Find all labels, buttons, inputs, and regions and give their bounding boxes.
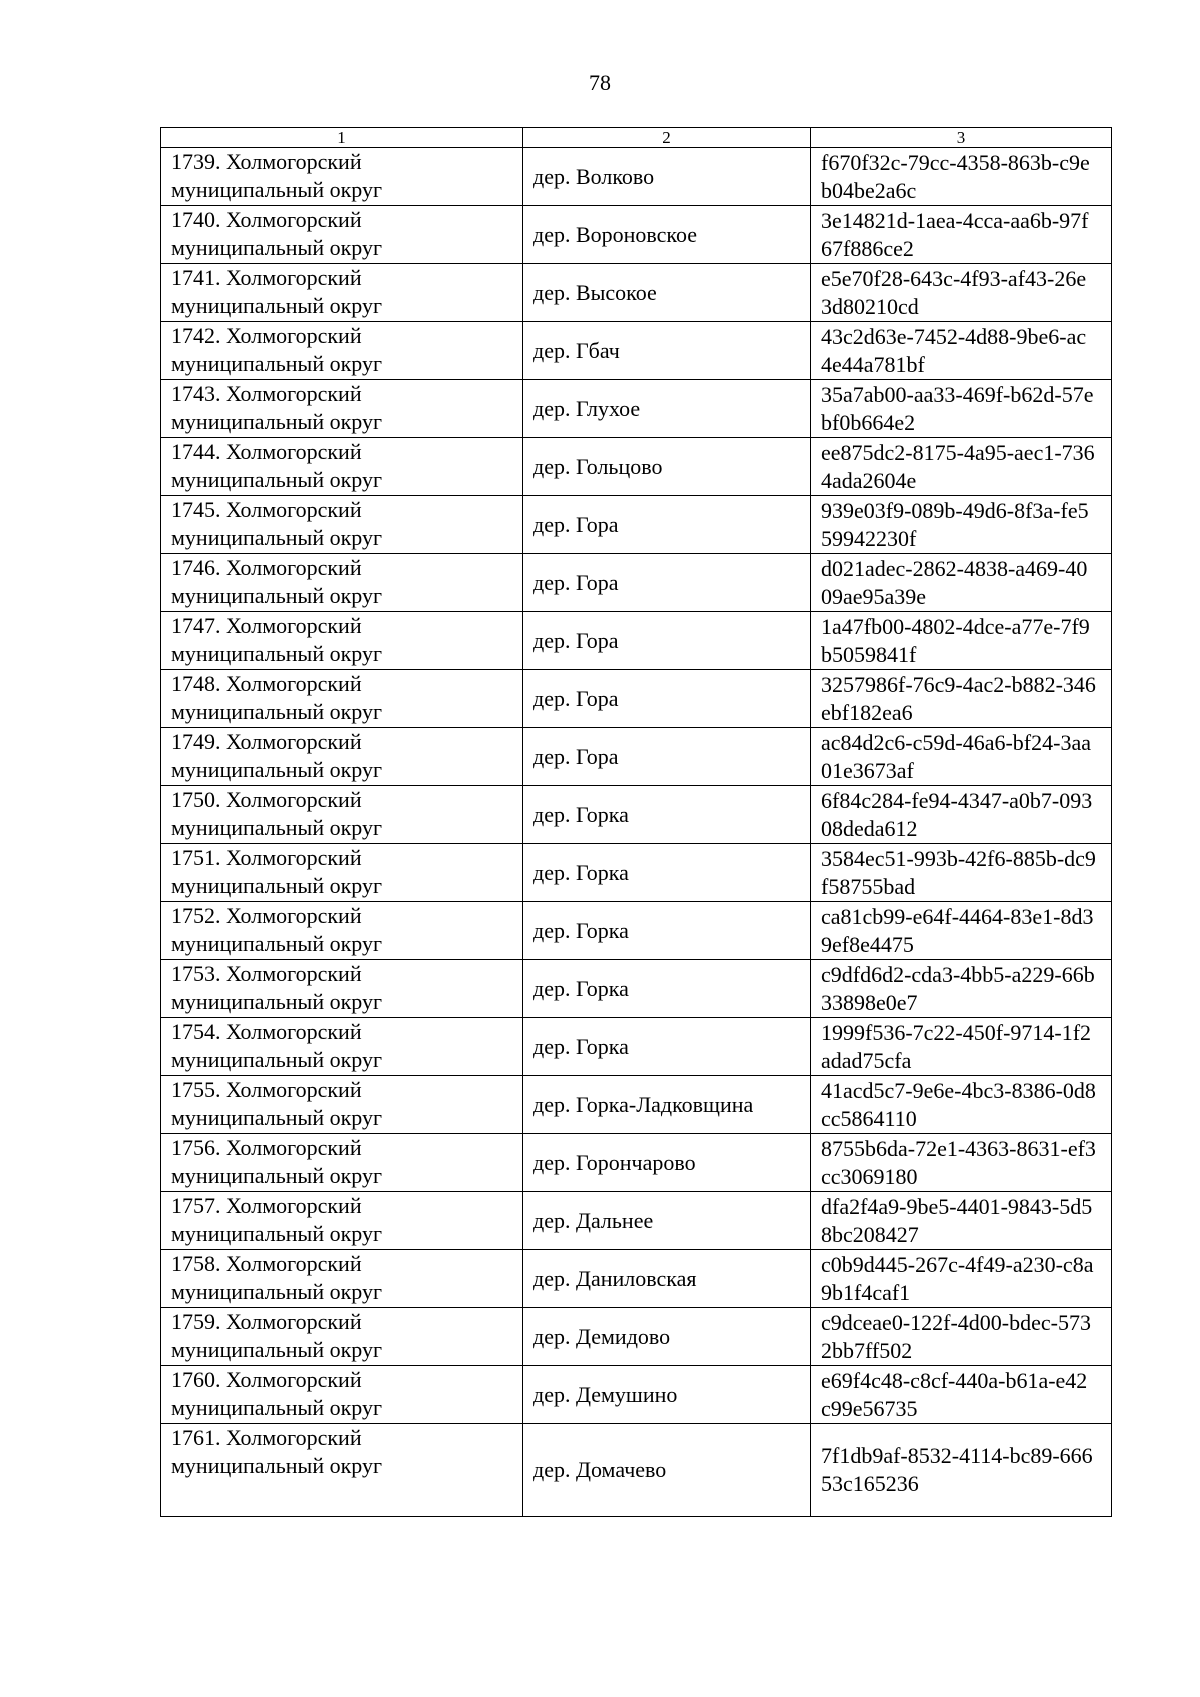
code-cell: 3e14821d-1aea-4cca-aa6b-97f67f886ce2 (811, 206, 1112, 264)
area-cell: 1750. Холмогорский муниципальный округ (161, 786, 523, 844)
code-cell: e69f4c48-c8cf-440a-b61a-e42c99e56735 (811, 1366, 1112, 1424)
area-cell: 1747. Холмогорский муниципальный округ (161, 612, 523, 670)
settlement-cell: дер. Домачево (523, 1424, 811, 1517)
table-row (161, 960, 1112, 1018)
settlement-cell: дер. Гора (523, 554, 811, 612)
area-cell: 1742. Холмогорский муниципальный округ (161, 322, 523, 380)
table-row (161, 1134, 1112, 1192)
settlement-cell: дер. Горка (523, 786, 811, 844)
settlement-cell: дер. Гора (523, 496, 811, 554)
settlement-cell: дер. Высокое (523, 264, 811, 322)
settlement-cell: дер. Демушино (523, 1366, 811, 1424)
table-row (161, 148, 1112, 206)
area-cell: 1740. Холмогорский муниципальный округ (161, 206, 523, 264)
code-cell: dfa2f4a9-9be5-4401-9843-5d58bc208427 (811, 1192, 1112, 1250)
code-cell: d021adec-2862-4838-a469-4009ae95a39e (811, 554, 1112, 612)
code-cell: 3257986f-76c9-4ac2-b882-346ebf182ea6 (811, 670, 1112, 728)
area-cell: 1744. Холмогорский муниципальный округ (161, 438, 523, 496)
settlement-cell: дер. Гора (523, 670, 811, 728)
table-row (161, 786, 1112, 844)
settlement-registry-table (160, 127, 1112, 1517)
settlement-cell: дер. Гбач (523, 322, 811, 380)
table-row (161, 1424, 1112, 1517)
table-row (161, 1250, 1112, 1308)
area-cell: 1746. Холмогорский муниципальный округ (161, 554, 523, 612)
area-cell: 1756. Холмогорский муниципальный округ (161, 1134, 523, 1192)
area-cell: 1748. Холмогорский муниципальный округ (161, 670, 523, 728)
code-cell: ac84d2c6-c59d-46a6-bf24-3aa01e3673af (811, 728, 1112, 786)
code-cell: ca81cb99-e64f-4464-83e1-8d39ef8e4475 (811, 902, 1112, 960)
table-row (161, 1366, 1112, 1424)
table-row (161, 380, 1112, 438)
table-row (161, 264, 1112, 322)
settlement-cell: дер. Гора (523, 728, 811, 786)
settlement-cell: дер. Демидово (523, 1308, 811, 1366)
settlement-cell: дер. Горка (523, 844, 811, 902)
table-row (161, 1308, 1112, 1366)
code-cell: f670f32c-79cc-4358-863b-c9eb04be2a6c (811, 148, 1112, 206)
table-row (161, 844, 1112, 902)
area-cell: 1760. Холмогорский муниципальный округ (161, 1366, 523, 1424)
area-cell: 1743. Холмогорский муниципальный округ (161, 380, 523, 438)
table-row (161, 322, 1112, 380)
area-cell: 1752. Холмогорский муниципальный округ (161, 902, 523, 960)
table-row (161, 554, 1112, 612)
code-cell: e5e70f28-643c-4f93-af43-26e3d80210cd (811, 264, 1112, 322)
table-row (161, 728, 1112, 786)
code-cell: 43c2d63e-7452-4d88-9be6-ac4e44a781bf (811, 322, 1112, 380)
settlement-cell: дер. Горка (523, 960, 811, 1018)
table-row (161, 206, 1112, 264)
code-cell: 6f84c284-fe94-4347-a0b7-09308deda612 (811, 786, 1112, 844)
settlement-cell: дер. Вороновское (523, 206, 811, 264)
settlement-cell: дер. Горка-Ладковщина (523, 1076, 811, 1134)
code-cell: 1999f536-7c22-450f-9714-1f2adad75cfa (811, 1018, 1112, 1076)
code-cell: ee875dc2-8175-4a95-aec1-7364ada2604e (811, 438, 1112, 496)
column-header-3: 3 (811, 128, 1112, 148)
table-row (161, 670, 1112, 728)
code-cell: 7f1db9af-8532-4114-bc89-66653c165236 (811, 1424, 1112, 1517)
settlement-cell: дер. Гора (523, 612, 811, 670)
settlement-cell: дер. Горончарово (523, 1134, 811, 1192)
table-row (161, 1018, 1112, 1076)
code-cell: c9dceae0-122f-4d00-bdec-5732bb7ff502 (811, 1308, 1112, 1366)
area-cell: 1753. Холмогорский муниципальный округ (161, 960, 523, 1018)
code-cell: 1a47fb00-4802-4dce-a77e-7f9b5059841f (811, 612, 1112, 670)
area-cell: 1739. Холмогорский муниципальный округ (161, 148, 523, 206)
code-cell: 939e03f9-089b-49d6-8f3a-fe559942230f (811, 496, 1112, 554)
area-cell: 1758. Холмогорский муниципальный округ (161, 1250, 523, 1308)
code-cell: c0b9d445-267c-4f49-a230-c8a9b1f4caf1 (811, 1250, 1112, 1308)
table-row (161, 612, 1112, 670)
settlement-cell: дер. Дальнее (523, 1192, 811, 1250)
area-cell: 1749. Холмогорский муниципальный округ (161, 728, 523, 786)
code-cell: 3584ec51-993b-42f6-885b-dc9f58755bad (811, 844, 1112, 902)
code-cell: 35a7ab00-aa33-469f-b62d-57ebf0b664e2 (811, 380, 1112, 438)
table-row (161, 438, 1112, 496)
area-cell: 1759. Холмогорский муниципальный округ (161, 1308, 523, 1366)
area-cell: 1745. Холмогорский муниципальный округ (161, 496, 523, 554)
code-cell: c9dfd6d2-cda3-4bb5-a229-66b33898e0e7 (811, 960, 1112, 1018)
table-row (161, 496, 1112, 554)
column-header-2: 2 (523, 128, 811, 148)
settlement-cell: дер. Горка (523, 1018, 811, 1076)
code-cell: 41acd5c7-9e6e-4bc3-8386-0d8cc5864110 (811, 1076, 1112, 1134)
table-row (161, 902, 1112, 960)
table-row (161, 1076, 1112, 1134)
area-cell: 1741. Холмогорский муниципальный округ (161, 264, 523, 322)
code-cell: 8755b6da-72e1-4363-8631-ef3cc3069180 (811, 1134, 1112, 1192)
settlement-cell: дер. Волково (523, 148, 811, 206)
area-cell: 1757. Холмогорский муниципальный округ (161, 1192, 523, 1250)
area-cell: 1751. Холмогорский муниципальный округ (161, 844, 523, 902)
settlement-cell: дер. Даниловская (523, 1250, 811, 1308)
settlement-cell: дер. Глухое (523, 380, 811, 438)
area-cell: 1755. Холмогорский муниципальный округ (161, 1076, 523, 1134)
settlement-cell: дер. Горка (523, 902, 811, 960)
settlement-cell: дер. Гольцово (523, 438, 811, 496)
area-cell: 1754. Холмогорский муниципальный округ (161, 1018, 523, 1076)
page-number: 78 (589, 70, 611, 95)
column-header-1: 1 (161, 128, 523, 148)
table-body (161, 148, 1112, 1517)
table-header-row (161, 128, 1112, 148)
area-cell: 1761. Холмогорский муниципальный округ (161, 1424, 523, 1517)
table-row (161, 1192, 1112, 1250)
